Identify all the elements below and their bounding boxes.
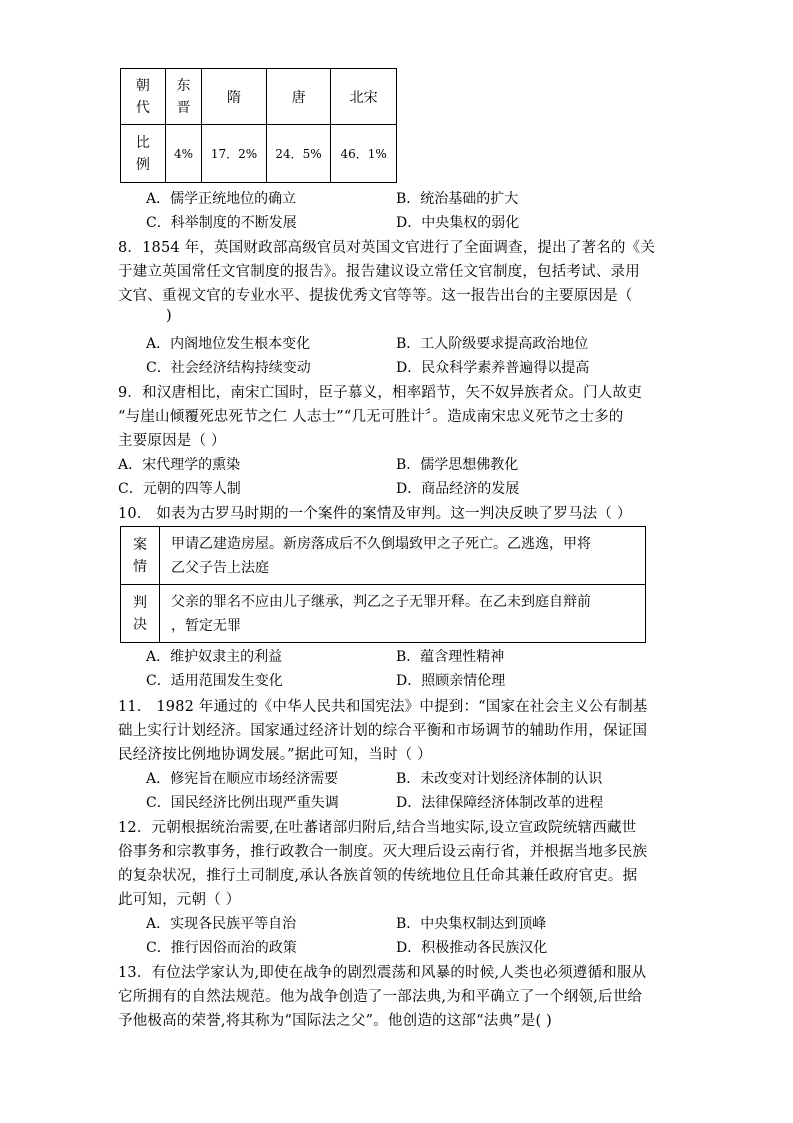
table-cell-line: 父亲的罪名不应由儿子继承，判乙之子无罪开释。在乙未到庭自辩前 (171, 593, 591, 610)
q10-option-a: A．维护奴隶主的利益 (146, 649, 283, 665)
table-cell: 17．2% (202, 125, 267, 183)
table-cell-line: 乙父子告上法庭 (171, 559, 269, 576)
q9-option-d: D．商品经济的发展 (396, 481, 520, 497)
q12-option-a: A．实现各民族平等自治 (146, 916, 297, 932)
q8-option-b: B．工人阶级要求提高政治地位 (396, 336, 589, 352)
q9-option-b: B．儒学思想佛教化 (396, 457, 519, 473)
q8-option-d: D．民众科学素养普遍得以提高 (396, 360, 590, 376)
q7-option-b: B．统治基础的扩大 (396, 191, 519, 207)
table-header-cell: 唐 (266, 69, 331, 125)
q10-option-b: B．蕴含理性精神 (396, 649, 505, 665)
table-header-cell: 东 晋 (165, 69, 201, 125)
q9-option-c: C．元朝的四等人制 (118, 481, 241, 497)
q8-stem-line: ) (166, 308, 172, 324)
table-cell: 24．5% (266, 125, 331, 183)
table-cell: 46．1% (331, 125, 397, 183)
q8-option-c: C．社会经济结构持续变动 (146, 360, 311, 376)
q7-option-a: A．儒学正统地位的确立 (146, 191, 297, 207)
q12-stem-line: 的复杂状况，推行土司制度,承认各族首领的传统地位且任命其兼任政府官吏。据 (118, 868, 638, 884)
table-cell: 比 例 (121, 125, 166, 183)
q7-option-c: C．科举制度的不断发展 (146, 215, 297, 231)
table-cell-line: 甲请乙建造房屋。新房落成后不久倒塌致甲之子死亡。乙逃逸，甲将 (171, 535, 591, 552)
table-header-cell: 北宋 (331, 69, 397, 125)
table-row-label: 案 情 (121, 527, 160, 585)
q13-stem-line: 它所拥有的自然法规范。他为战争创造了一部法典,为和平确立了一个纲领,后世给 (118, 989, 643, 1005)
q7-option-d: D．中央集权的弱化 (396, 215, 520, 231)
table-row-label: 判 决 (121, 585, 160, 643)
q8-option-a: A．内阁地位发生根本变化 (146, 336, 311, 352)
dynasty-ratio-table (120, 68, 397, 183)
q8-stem-line: 文官、重视文官的专业水平、提拔优秀文官等等。这一报告出台的主要原因是（ (118, 288, 633, 304)
table-header-cell: 隋 (202, 69, 267, 125)
q9-stem-line: “与崖山倾覆死忠死节之仁 人志士”“几无可胜计〞。造成南宋忠义死节之士多的 (118, 409, 624, 425)
q12-stem-line: 俗事务和宗教事务，推行政教合一制度。灭大理后设云南行省，并根据当地多民族 (118, 844, 648, 860)
q9-stem-line: 主要原因是（ ） (118, 433, 226, 449)
q8-stem-line: 于建立英国常任文官制度的报告》。报告建议设立常任文官制度，包括考试、录用 (118, 264, 640, 280)
q11-option-b: B．未改变对计划经济体制的认识 (396, 771, 603, 787)
q11-stem-line: 民经济按比例地协调发展。”据此可知，当时（ ） (118, 747, 432, 763)
table-cell (160, 527, 646, 585)
q11-option-c: C．国民经济比例出现严重失调 (146, 795, 339, 811)
q8-stem-line: 8．1854 年，英国财政部高级官员对英国文官进行了全面调查，提出了著名的《关 (118, 240, 656, 256)
q9-option-a: A．宋代理学的熏染 (118, 457, 241, 473)
q9-stem-line: 9．和汉唐相比，南宋亡国时，臣子慕义，相率蹈节，矢不奴异族者众。门人故吏 (118, 385, 642, 401)
q12-option-b: B．中央集权制达到顶峰 (396, 916, 547, 932)
q11-stem-line: 11． 1982 年通过的《中华人民共和国宪法》中提到：“国家在社会主义公有制基 (118, 699, 648, 715)
q11-option-a: A．修宪旨在顺应市场经济需要 (146, 771, 339, 787)
q12-option-d: D．积极推动各民族汉化 (396, 940, 548, 956)
q10-stem: 10． 如表为古罗马时期的一个案件的案情及审判。这一判决反映了罗马法（ ） (118, 506, 632, 522)
q11-stem-line: 础上实行计划经济。国家通过经济计划的综合平衡和市场调节的辅助作用，保证国 (118, 723, 648, 739)
table-cell-line: ，暂定无罪 (171, 617, 241, 634)
q10-option-c: C．适用范围发生变化 (146, 673, 283, 689)
table-header-cell: 朝 代 (121, 69, 166, 125)
q13-stem-line: 13．有位法学家认为,即使在战争的剧烈震荡和风暴的时候,人类也必须遵循和服从 (118, 965, 647, 981)
roman-case-table (120, 526, 646, 643)
q10-option-d: D．照顾亲情伦理 (396, 673, 506, 689)
table-cell: 4% (165, 125, 201, 183)
q12-stem-line: 此可知，元朝（ ） (118, 892, 241, 908)
q12-option-c: C．推行因俗而治的政策 (146, 940, 297, 956)
table-cell (160, 585, 646, 643)
q12-stem-line: 12．元朝根据统治需要,在吐蕃诸部归附后,结合当地实际,设立宣政院统辖西藏世 (118, 820, 637, 836)
q13-stem-line: 予他极高的荣誉,将其称为“国际法之父”。他创造的这部“法典”是( ) (118, 1013, 552, 1029)
q11-option-d: D．法律保障经济体制改革的进程 (396, 795, 604, 811)
